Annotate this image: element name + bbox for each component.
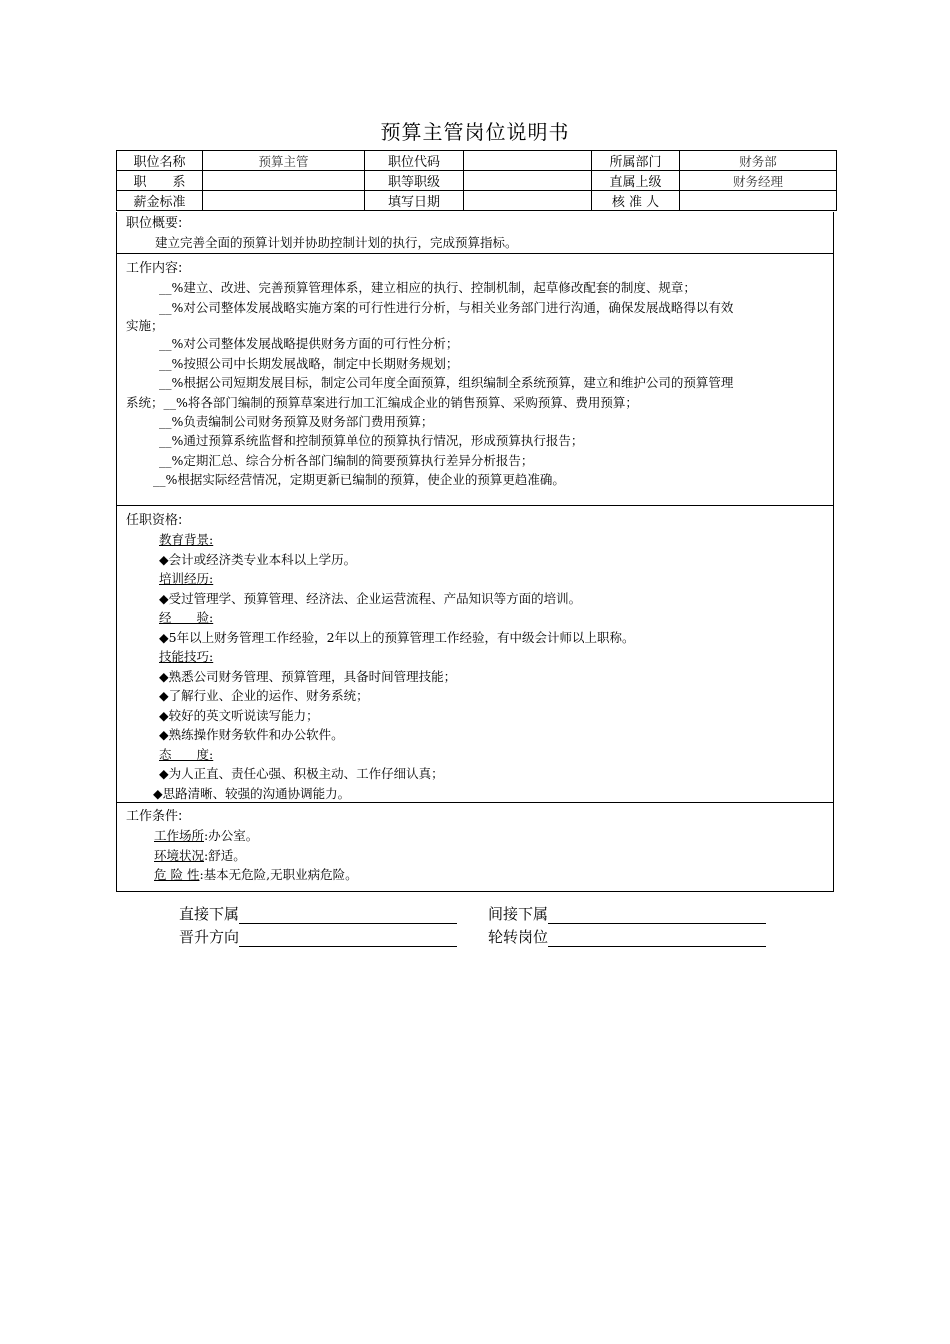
duty-line: __%对公司整体发展战略提供财务方面的可行性分析； <box>159 336 459 351</box>
indirect-subordinate-label: 间接下属 <box>488 905 549 923</box>
indirect-subordinate-field[interactable] <box>488 903 766 924</box>
salary-value <box>203 191 365 211</box>
duty-line: __%按照公司中长期发展战略，制定中长期财务规划； <box>159 355 459 371</box>
attitude-item: ◆为人正直、责任心强、积极主动、工作仔细认真； <box>159 766 444 781</box>
summary-section <box>116 212 834 254</box>
skill-item: ◆较好的英文听说读写能力； <box>159 707 319 723</box>
qualifications-heading: 任职资格: <box>126 513 183 528</box>
summary-text: 建立完善全面的预算计划并协助控制计划的执行，完成预算指标。 <box>155 235 518 250</box>
training-text: ◆受过管理学、预算管理、经济法、企业运营流程、产品知识等方面的培训。 <box>159 590 582 606</box>
promotion-field[interactable] <box>179 926 457 947</box>
position-name-value: 预算主管 <box>203 151 365 171</box>
duty-line: __%对公司整体发展战略实施方案的可行性进行分析，与相关业务部门进行沟通，确保发展战略得以有效 <box>159 299 734 315</box>
summary-heading: 职位概要: <box>126 216 183 231</box>
fill-date-label: 填写日期 <box>365 191 464 211</box>
rotation-label: 轮转岗位 <box>488 928 549 946</box>
skill-item: ◆熟悉公司财务管理、预算管理，具备时间管理技能； <box>159 668 457 684</box>
position-code-label: 职位代码 <box>365 151 464 171</box>
page-title: 预算主管岗位说明书 <box>380 120 570 144</box>
conditions-heading: 工作条件: <box>126 809 183 824</box>
duty-line: __%根据公司短期发展目标，制定公司年度全面预算，组织编制全系统预算，建立和维护公司的预算管理 <box>159 375 734 390</box>
direct-subordinate-blank[interactable] <box>239 908 457 924</box>
skill-item: ◆熟练操作财务软件和办公软件。 <box>159 727 344 742</box>
rotation-field[interactable] <box>488 926 766 947</box>
workplace-label: 工作场所 <box>154 828 205 843</box>
grade-label: 职等职级 <box>365 171 464 191</box>
duty-line: 实施； <box>126 318 164 333</box>
department-label: 所属部门 <box>592 151 680 171</box>
duties-heading: 工作内容: <box>126 261 183 276</box>
job-family-label: 职 系 <box>117 171 203 191</box>
risk-row <box>117 865 833 885</box>
duties-section <box>116 254 834 506</box>
workplace-row <box>117 826 833 846</box>
environment-row <box>117 846 833 866</box>
duty-line: __%负责编制公司财务预算及财务部门费用预算； <box>159 413 434 429</box>
education-text: ◆会计或经济类专业本科以上学历。 <box>159 551 357 567</box>
duty-line: 系统；__%将各部门编制的预算草案进行加工汇编成企业的销售预算、采购预算、费用预算； <box>126 394 638 410</box>
experience-text: ◆5年以上财务管理工作经验，2年以上的预算管理工作经验，有中级会计师以上职称。 <box>159 629 635 645</box>
department-value: 财务部 <box>680 151 837 171</box>
skills-label: 技能技巧: <box>159 649 214 664</box>
promotion-blank[interactable] <box>239 931 457 947</box>
skill-item: ◆了解行业、企业的运作、财务系统； <box>159 688 369 703</box>
training-label: 培训经历: <box>159 571 214 586</box>
job-family-value <box>203 171 365 191</box>
risk-value: :基本无危险,无职业病危险。 <box>199 867 358 882</box>
workplace-value: :办公室。 <box>204 828 259 843</box>
direct-subordinate-field[interactable] <box>179 903 457 924</box>
duty-line: __%通过预算系统监督和控制预算单位的预算执行情况，形成预算执行报告； <box>159 433 584 448</box>
header-row-1 <box>117 151 837 171</box>
header-row-3 <box>117 191 837 211</box>
qualifications-section <box>116 506 834 803</box>
direct-subordinate-label: 直接下属 <box>179 905 240 923</box>
experience-label: 经 验: <box>159 610 214 625</box>
conditions-section <box>116 803 834 892</box>
environment-value: :舒适。 <box>204 847 246 863</box>
duty-line: __%根据实际经营情况，定期更新已编制的预算，使企业的预算更趋准确。 <box>153 472 565 487</box>
attitude-item: ◆思路清晰、较强的沟通协调能力。 <box>153 785 351 801</box>
fill-date-value <box>464 191 592 211</box>
attitude-label: 态 度: <box>159 746 214 762</box>
rotation-blank[interactable] <box>548 931 766 947</box>
header-table <box>116 150 837 211</box>
environment-label: 环境状况 <box>154 847 205 863</box>
position-name-label: 职位名称 <box>117 151 203 171</box>
promotion-label: 晋升方向 <box>179 928 240 946</box>
grade-value <box>464 171 592 191</box>
position-code-value <box>464 151 592 171</box>
approver-label: 核 准 人 <box>592 191 680 211</box>
risk-label: 危 险 性 <box>154 867 200 882</box>
indirect-subordinate-blank[interactable] <box>548 908 766 924</box>
supervisor-label: 直属上级 <box>592 171 680 191</box>
duty-line: __%定期汇总、综合分析各部门编制的简要预算执行差异分析报告； <box>159 452 534 468</box>
duty-line: __%建立、改进、完善预算管理体系，建立相应的执行、控制机制，起草修改配套的制度、规章； <box>159 280 696 295</box>
header-row-2 <box>117 171 837 191</box>
supervisor-value: 财务经理 <box>680 171 837 191</box>
approver-value <box>680 191 837 211</box>
salary-label: 薪金标准 <box>117 191 203 211</box>
education-label: 教育背景: <box>159 532 214 547</box>
